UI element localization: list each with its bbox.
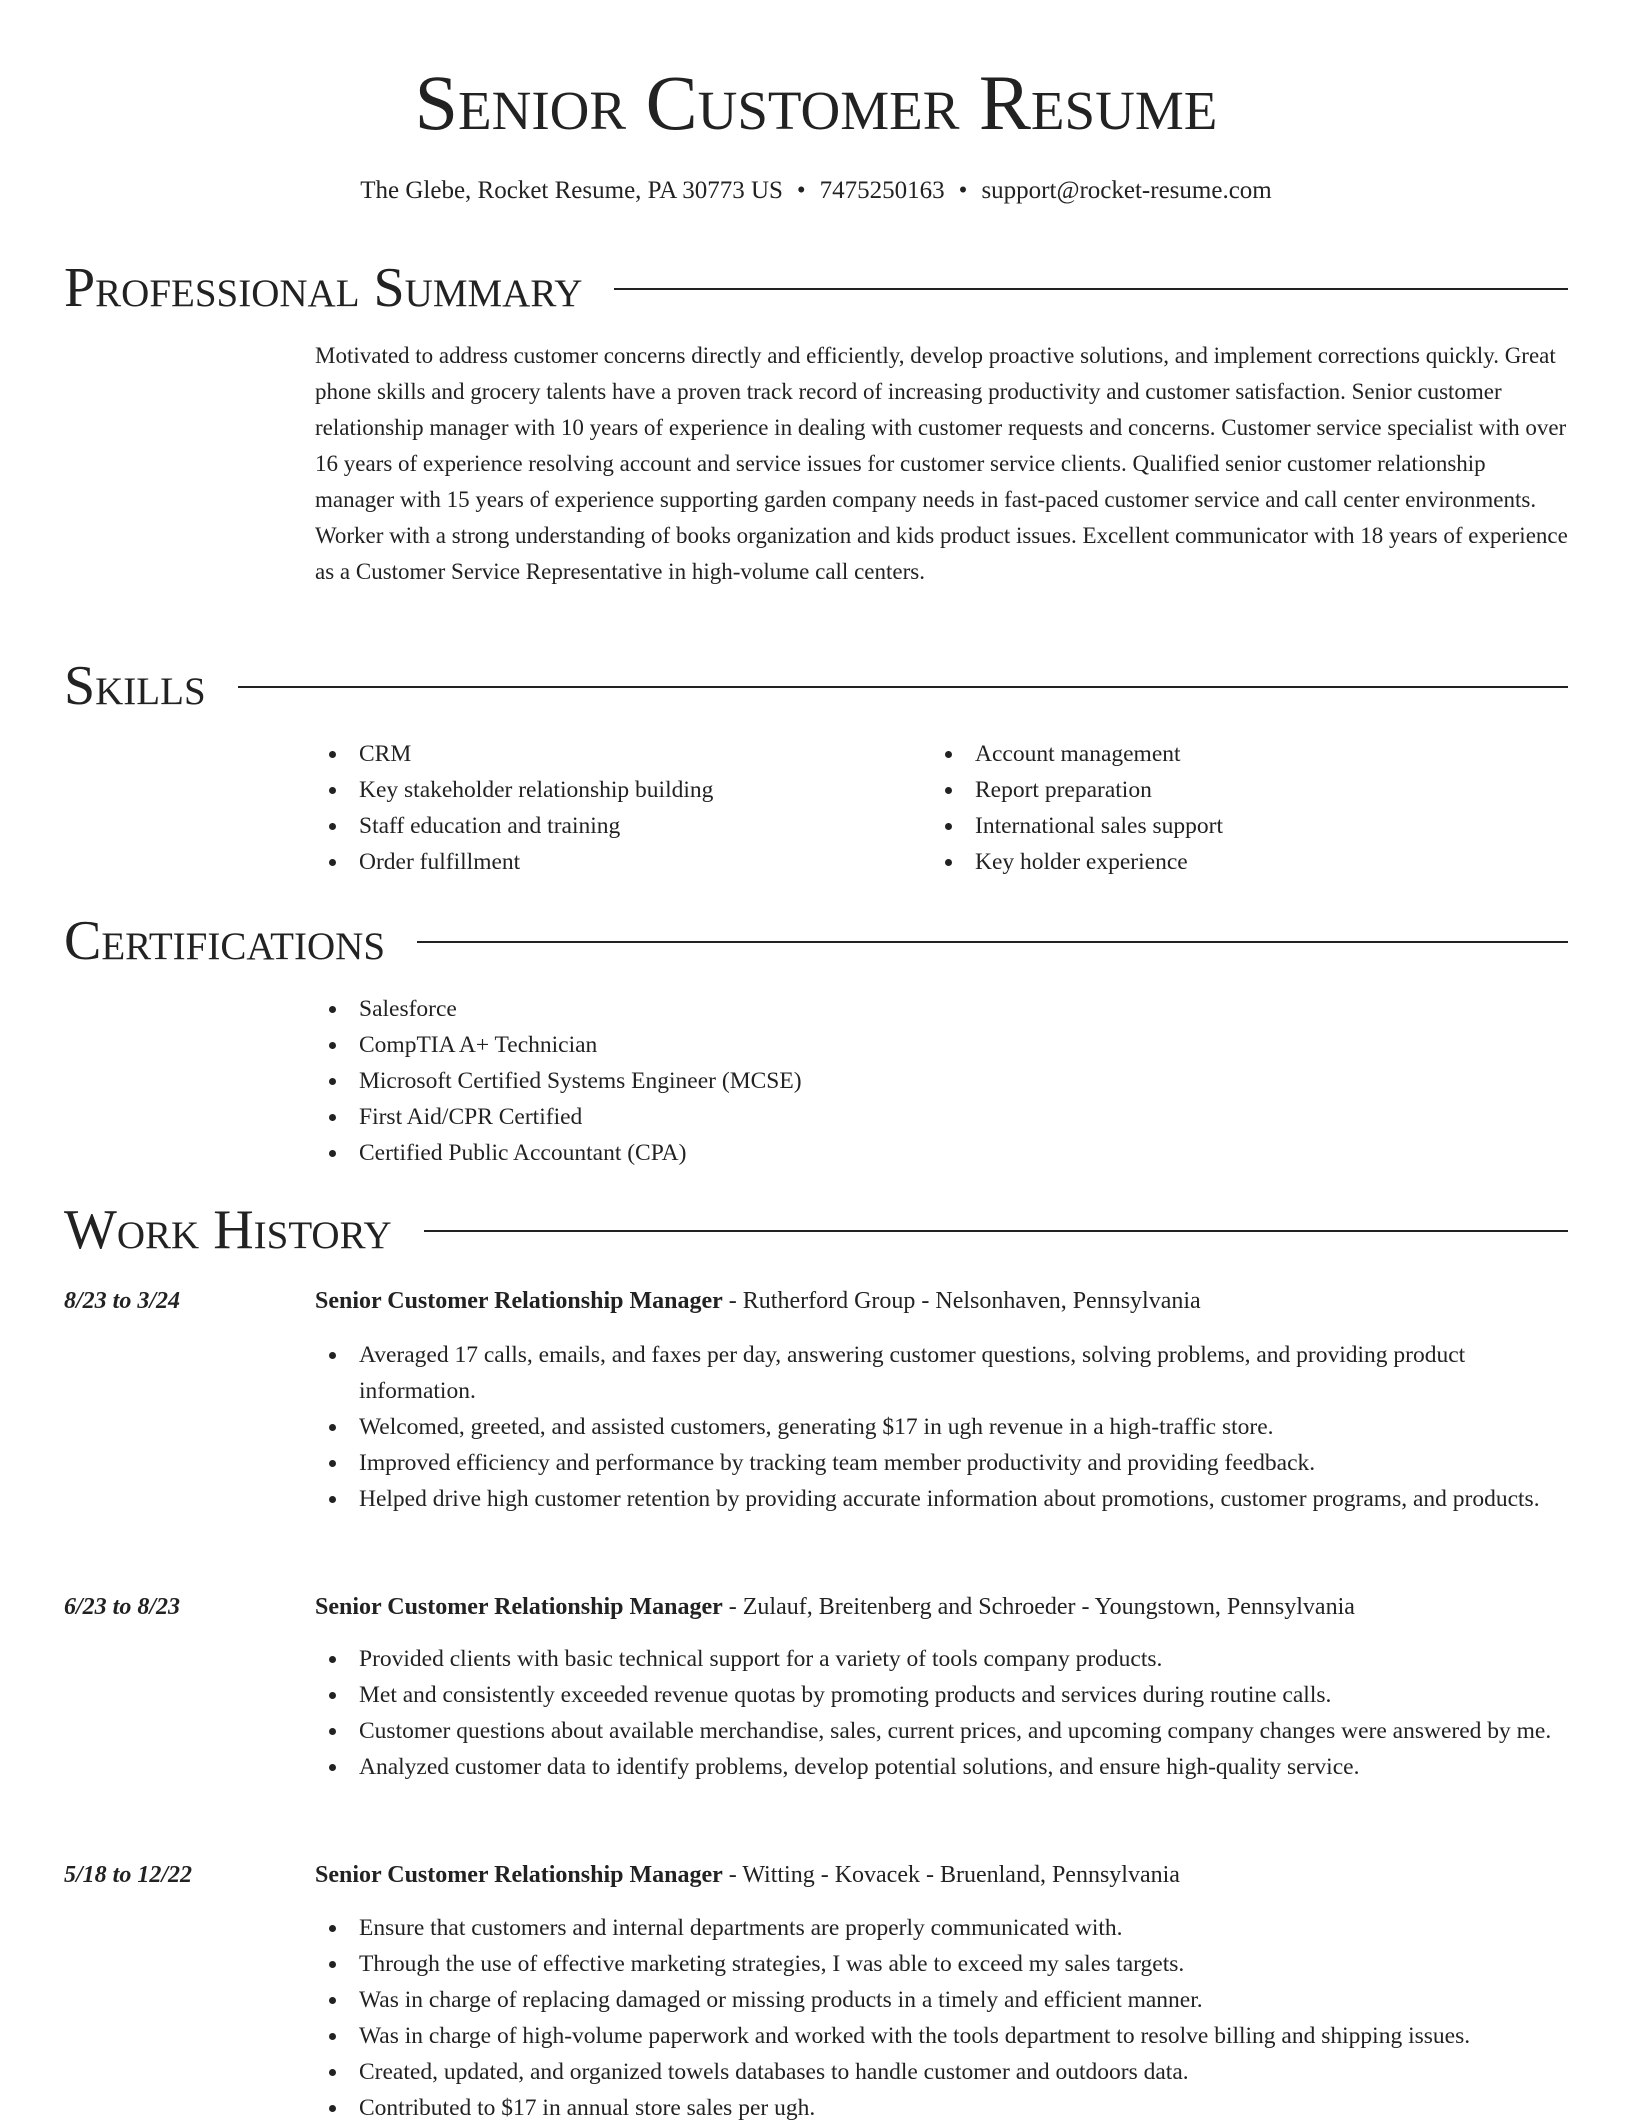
skills-list-right bbox=[931, 736, 1531, 880]
certification-item: First Aid/CPR Certified bbox=[315, 1099, 1315, 1135]
certification-item: Certified Public Accountant (CPA) bbox=[315, 1135, 1315, 1171]
job-bullet: Was in charge of high-volume paperwork and worked with the tools department to resolve billing and shipping issues. bbox=[315, 2018, 1568, 2054]
section-divider bbox=[417, 941, 1568, 943]
contact-line bbox=[0, 175, 1632, 207]
job-employer-location: - Zulauf, Breitenberg and Schroeder - Youngstown, Pennsylvania bbox=[722, 1594, 1355, 1620]
skill-item: Key holder experience bbox=[931, 844, 1531, 880]
skills-list-left bbox=[315, 736, 915, 880]
contact-separator: • bbox=[958, 177, 968, 204]
work-history-section-header bbox=[64, 1200, 1568, 1260]
job-bullet: Averaged 17 calls, emails, and faxes per day, answering customer questions, solving problems, and providing product information. bbox=[315, 1337, 1568, 1409]
job-dates: 5/18 to 12/22 bbox=[64, 1862, 193, 1888]
certification-item: Salesforce bbox=[315, 991, 1315, 1027]
contact-email[interactable]: support@rocket-resume.com bbox=[981, 177, 1272, 204]
job-title-line bbox=[315, 1857, 1568, 1893]
section-divider bbox=[614, 288, 1568, 290]
job-bullet: Ensure that customers and internal departments are properly communicated with. bbox=[315, 1910, 1568, 1946]
job-bullet: Through the use of effective marketing strategies, I was able to exceed my sales targets. bbox=[315, 1946, 1568, 1982]
job-bullet-list bbox=[315, 1337, 1568, 1517]
job-employer-location: - Rutherford Group - Nelsonhaven, Pennsylvania bbox=[722, 1288, 1201, 1314]
summary-heading: Professional Summary bbox=[64, 257, 583, 319]
work-history-heading: Work History bbox=[64, 1199, 392, 1261]
summary-section-header bbox=[64, 258, 1568, 318]
contact-separator: • bbox=[796, 177, 806, 204]
skill-item: Staff education and training bbox=[315, 808, 915, 844]
job-bullet: Met and consistently exceeded revenue quotas by promoting products and services during routine calls. bbox=[315, 1677, 1568, 1713]
contact-phone: 7475250163 bbox=[819, 177, 945, 204]
job-bullet: Contributed to $17 in annual store sales per ugh. bbox=[315, 2090, 1568, 2126]
contact-address: The Glebe, Rocket Resume, PA 30773 US bbox=[360, 177, 783, 204]
job-bullet: Analyzed customer data to identify problems, develop potential solutions, and ensure high-quality service. bbox=[315, 1749, 1568, 1785]
resume-name: Senior Customer Resume bbox=[414, 59, 1218, 146]
job-title: Senior Customer Relationship Manager bbox=[315, 1594, 723, 1620]
job-dates: 8/23 to 3/24 bbox=[64, 1288, 181, 1314]
job-bullet: Improved efficiency and performance by tracking team member productivity and providing feedback. bbox=[315, 1445, 1568, 1481]
job-bullet: Customer questions about available merchandise, sales, current prices, and upcoming company changes were answered by me. bbox=[315, 1713, 1568, 1749]
certification-item: CompTIA A+ Technician bbox=[315, 1027, 1315, 1063]
skill-item: CRM bbox=[315, 736, 915, 772]
job-bullet: Was in charge of replacing damaged or missing products in a timely and efficient manner. bbox=[315, 1982, 1568, 2018]
section-divider bbox=[424, 1230, 1568, 1232]
section-divider bbox=[238, 686, 1568, 688]
job-bullet: Welcomed, greeted, and assisted customers, generating $17 in ugh revenue in a high-traffic store. bbox=[315, 1409, 1568, 1445]
skill-item: International sales support bbox=[931, 808, 1531, 844]
summary-text: Motivated to address customer concerns directly and efficiently, develop proactive solutions, and implement corrections quickly. Great phone skills and grocery talents have a proven track record of increasing productivity and customer satisfaction. Senior customer relationship manager with 10 years of experience in dealing with customer requests and concerns. Customer service specialist with over 16 years of experience resolving account and service issues for customer service clients. Qualified senior customer relationship manager with 15 years of experience supporting garden company needs in fast-paced customer service and call center environments. Worker with a strong understanding of books organization and kids product issues. Excellent communicator with 18 years of experience as a Customer Service Representative in high-volume call centers. bbox=[315, 343, 1568, 584]
job-title: Senior Customer Relationship Manager bbox=[315, 1862, 723, 1888]
job-employer-location: - Witting - Kovacek - Bruenland, Pennsylvania bbox=[722, 1862, 1180, 1888]
skill-item: Order fulfillment bbox=[315, 844, 915, 880]
skills-heading: Skills bbox=[64, 655, 206, 717]
job-bullet-list bbox=[315, 1641, 1568, 1785]
job-bullet-list bbox=[315, 1910, 1568, 2126]
certifications-heading: Certifications bbox=[64, 910, 386, 972]
job-bullet: Helped drive high customer retention by providing accurate information about promotions, customer programs, and products. bbox=[315, 1481, 1568, 1517]
job-title-line bbox=[315, 1283, 1568, 1319]
certifications-section-header bbox=[64, 911, 1568, 971]
skills-section-header bbox=[64, 656, 1568, 716]
certifications-list bbox=[315, 991, 1315, 1171]
skill-item: Report preparation bbox=[931, 772, 1531, 808]
job-dates: 6/23 to 8/23 bbox=[64, 1594, 181, 1620]
skill-item: Account management bbox=[931, 736, 1531, 772]
job-title: Senior Customer Relationship Manager bbox=[315, 1288, 723, 1314]
skill-item: Key stakeholder relationship building bbox=[315, 772, 915, 808]
certification-item: Microsoft Certified Systems Engineer (MCSE) bbox=[315, 1063, 1315, 1099]
job-bullet: Provided clients with basic technical support for a variety of tools company products. bbox=[315, 1641, 1568, 1677]
job-bullet: Created, updated, and organized towels databases to handle customer and outdoors data. bbox=[315, 2054, 1568, 2090]
job-title-line bbox=[315, 1589, 1568, 1625]
